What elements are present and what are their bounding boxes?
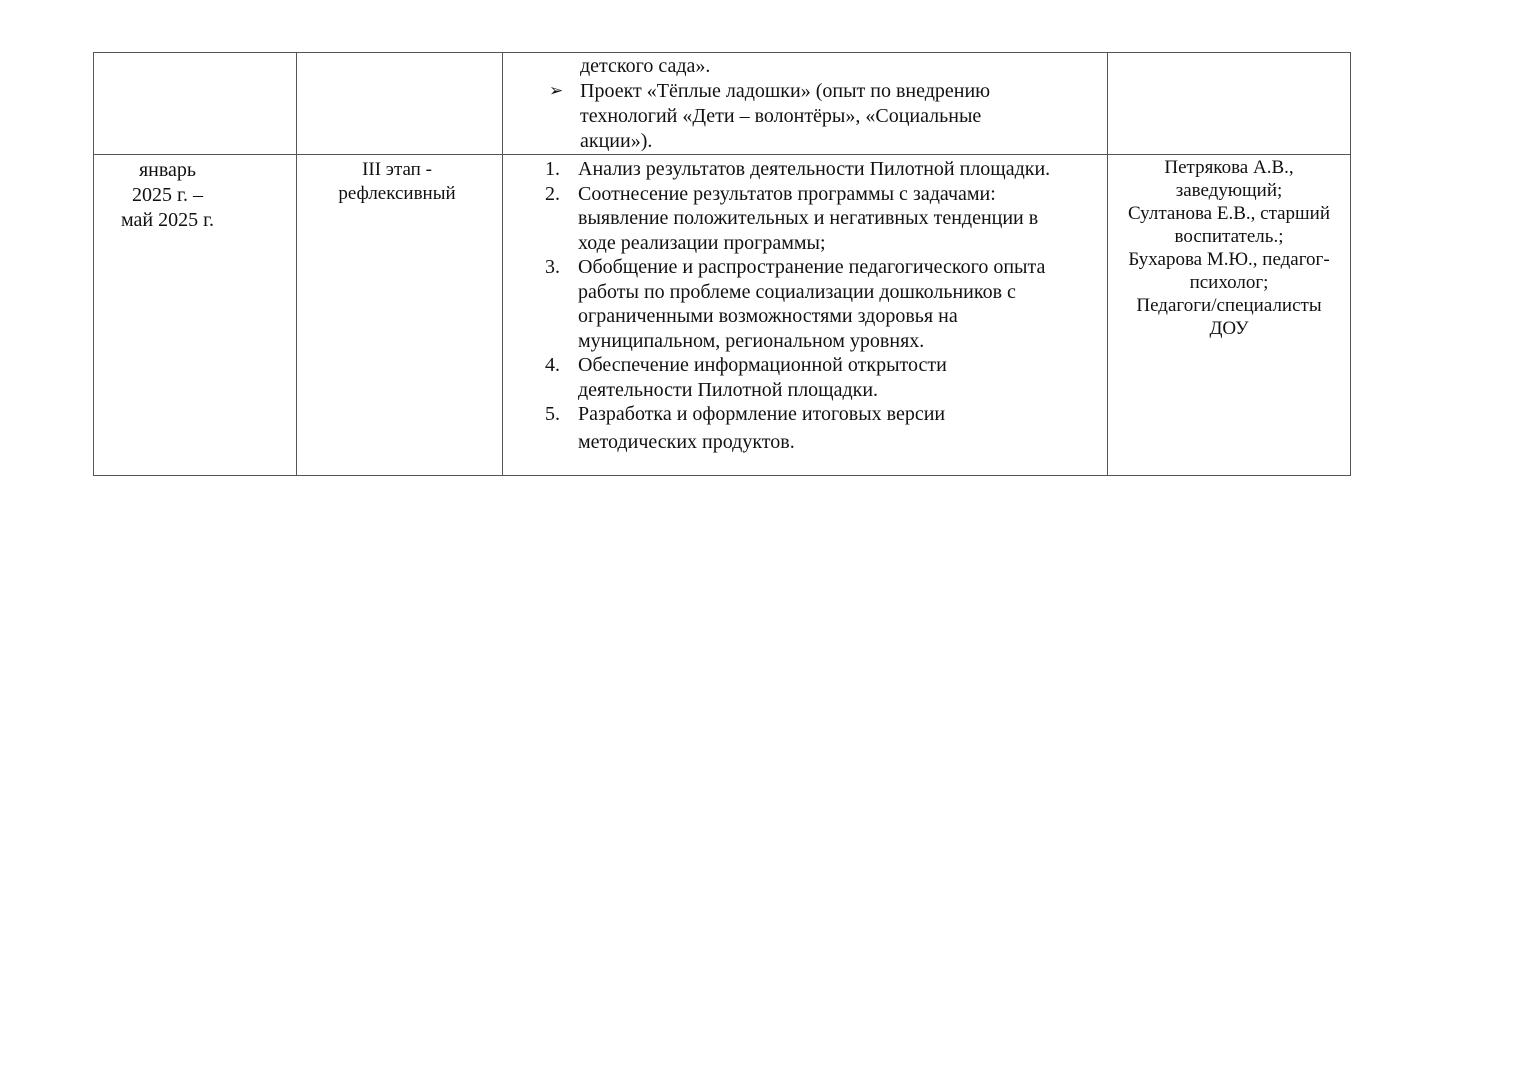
list-number: 2. xyxy=(545,182,560,205)
task-line: Обобщение и распространение педагогического опыта xyxy=(578,256,1046,278)
arrow-bullet-icon: ➢ xyxy=(549,81,564,101)
stage-cell-empty xyxy=(297,53,503,155)
period-line: январь xyxy=(138,159,197,181)
task-line: Разработка и оформление итоговых версии xyxy=(578,403,946,425)
responsible-line: воспитатель.; xyxy=(1174,226,1284,247)
task-line: муниципальном, региональном уровнях. xyxy=(578,329,925,352)
period-cell-empty xyxy=(94,53,297,155)
list-item xyxy=(503,182,1107,256)
list-item xyxy=(503,255,1107,353)
task-line: ограниченными возможностями здоровья на xyxy=(578,305,958,327)
period-text xyxy=(94,155,296,233)
responsible-line: заведующий; xyxy=(1175,180,1283,201)
stage-line: III этап - xyxy=(362,159,432,180)
period-line: 2025 г. – xyxy=(132,184,203,206)
task-line: методических продуктов. xyxy=(578,430,795,453)
responsible-line: Бухарова М.Ю., педагог- xyxy=(1128,249,1330,270)
task-line: Обеспечение информационной открытости xyxy=(578,354,947,376)
responsible-line: ДОУ xyxy=(1209,318,1249,339)
bullet-line: технологий «Дети – волонтёры», «Социальные xyxy=(580,105,982,127)
tasks-list xyxy=(503,155,1107,458)
bullet-line: Проект «Тёплые ладошки» (опыт по внедрению xyxy=(580,80,991,102)
task-line: Анализ результатов деятельности Пилотной площадки. xyxy=(578,158,1051,180)
task-line: Соотнесение результатов программы с задачами: xyxy=(578,182,996,205)
bullet-list-item xyxy=(503,79,1107,154)
stage-cell xyxy=(297,155,503,476)
continued-text: детского сада». xyxy=(580,55,711,77)
task-line: работы по проблеме социализации дошкольников с xyxy=(578,280,1016,303)
list-item xyxy=(503,157,1107,182)
stage-line: рефлексивный xyxy=(338,183,456,204)
list-number: 5. xyxy=(545,403,560,425)
stage-text xyxy=(297,155,502,206)
task-line: ходе реализации программы; xyxy=(578,231,826,254)
list-item xyxy=(503,353,1107,402)
responsible-cell xyxy=(1108,155,1351,476)
responsible-line: Петрякова А.В., xyxy=(1164,157,1294,178)
bullet-line: акции»). xyxy=(580,130,653,152)
list-number: 4. xyxy=(545,354,560,376)
table-row xyxy=(94,53,1351,155)
tasks-cell xyxy=(503,155,1108,476)
list-number: 1. xyxy=(545,158,560,180)
list-item xyxy=(503,402,1107,458)
table-row xyxy=(94,155,1351,476)
responsible-line: Султанова Е.В., старший xyxy=(1127,203,1331,224)
task-line: выявление положительных и негативных тенденции в xyxy=(578,207,1039,229)
task-line: деятельности Пилотной площадки. xyxy=(578,378,879,401)
period-cell xyxy=(94,155,297,476)
responsible-text xyxy=(1108,155,1350,340)
responsible-cell-empty xyxy=(1108,53,1351,155)
period-line: май 2025 г. xyxy=(120,209,215,231)
content-cell-continued xyxy=(503,53,1108,155)
list-number: 3. xyxy=(545,256,560,278)
responsible-line: Педагоги/специалисты xyxy=(1136,295,1322,316)
responsible-line: психолог; xyxy=(1189,272,1269,293)
plan-table xyxy=(93,52,1351,476)
